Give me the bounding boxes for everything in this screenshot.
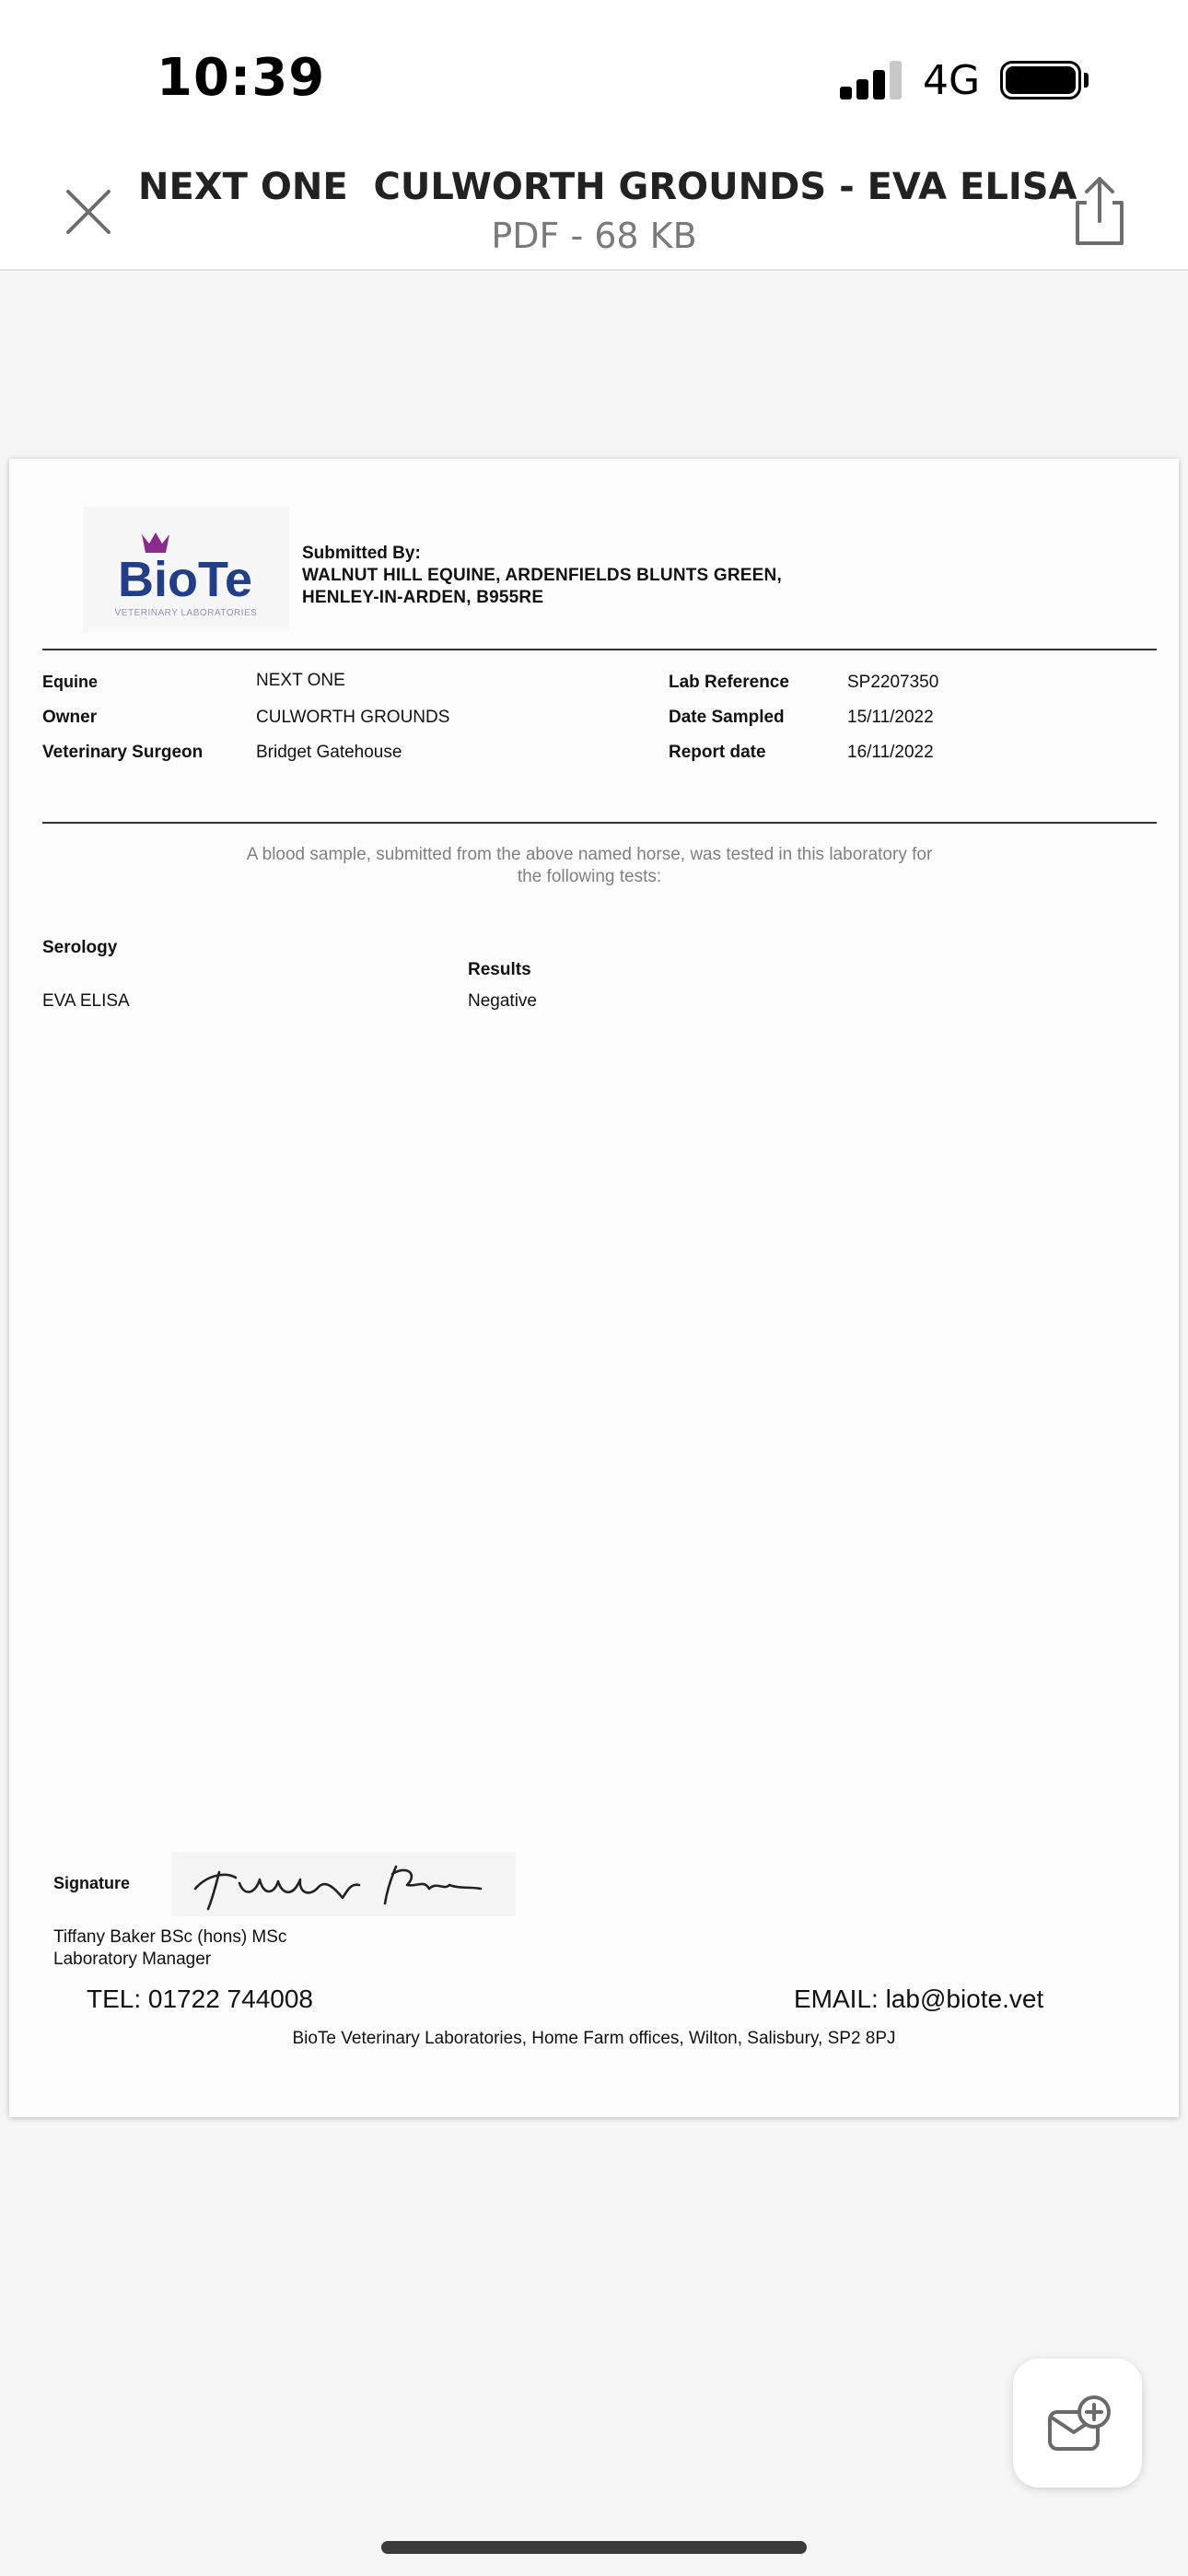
test-result: Negative (468, 991, 537, 1011)
signature-label: Signature (53, 1874, 131, 1892)
markup-button[interactable] (1013, 2359, 1142, 2488)
signature-scribble (171, 1852, 516, 1916)
section-serology: Serology (42, 938, 118, 957)
owner-value: CULWORTH GROUNDS (256, 708, 450, 727)
home-indicator[interactable] (381, 2541, 807, 2554)
test-name: EVA ELISA (42, 991, 130, 1011)
intro-text (221, 844, 958, 888)
submitted-by-line: HENLEY-IN-ARDEN, B955RE (302, 588, 544, 607)
status-time: 10:39 (157, 48, 326, 108)
pdf-page[interactable] (9, 459, 1179, 2117)
document-title: NEXT ONE CULWORTH GROUNDS - EVA ELISA (138, 166, 1077, 208)
network-type: 4G (923, 57, 981, 104)
lab-reference-value: SP2207350 (847, 673, 939, 692)
document-subtitle: PDF - 68 KB (491, 216, 697, 256)
divider (42, 822, 1157, 824)
equine-label: Equine (42, 673, 99, 691)
lab-address: BioTe Veterinary Laboratories, Home Farm offices, Wilton, Salisbury, SP2 8PJ (292, 2029, 896, 2048)
date-sampled-label: Date Sampled (669, 708, 785, 727)
battery-icon (1000, 61, 1089, 100)
signer-role: Laboratory Manager (53, 1950, 212, 1969)
signer-name: Tiffany Baker BSc (hons) MSc (53, 1927, 287, 1947)
cellular-signal-icon (840, 59, 903, 100)
date-sampled-value: 15/11/2022 (847, 708, 934, 727)
close-icon (53, 177, 123, 247)
biote-logo (83, 507, 289, 632)
share-icon (1065, 171, 1135, 251)
report-date-label: Report date (669, 743, 766, 762)
report-date-value: 16/11/2022 (847, 743, 934, 762)
divider (42, 649, 1157, 650)
vet-surgeon-value: Bridget Gatehouse (256, 743, 402, 762)
intro-line: A blood sample, submitted from the above named horse, was tested in this laboratory for (246, 845, 933, 864)
submitted-by-line: WALNUT HILL EQUINE, ARDENFIELDS BLUNTS GREEN, (302, 566, 782, 585)
equine-value: NEXT ONE (256, 671, 345, 690)
owner-label: Owner (42, 708, 98, 727)
logo-subtitle: VETERINARY LABORATORIES (114, 608, 258, 618)
viewer-header (0, 157, 1188, 271)
email[interactable]: EMAIL: lab@biote.vet (794, 1985, 1044, 2013)
signature-image (171, 1852, 516, 1916)
submitted-by-label: Submitted By: (302, 544, 421, 563)
vet-surgeon-label: Veterinary Surgeon (42, 743, 204, 762)
share-button[interactable] (1065, 171, 1135, 251)
lab-reference-label: Lab Reference (669, 673, 789, 692)
intro-line: the following tests: (517, 867, 662, 886)
close-button[interactable] (53, 177, 123, 247)
logo-text: BioTe (118, 552, 252, 607)
status-bar (0, 0, 1188, 157)
telephone: TEL: 01722 744008 (87, 1985, 313, 2013)
mail-add-icon (1046, 2395, 1111, 2454)
results-header: Results (468, 960, 531, 979)
